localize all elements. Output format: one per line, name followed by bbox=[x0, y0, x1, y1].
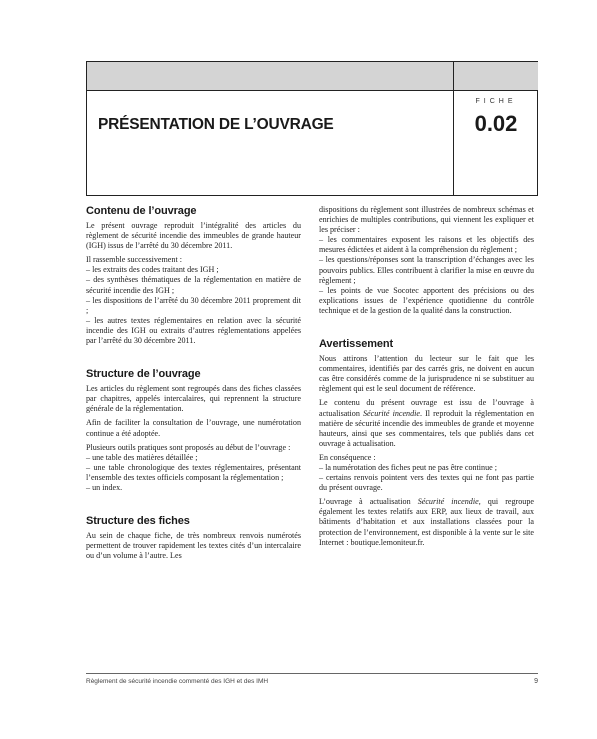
list-item: – les extraits des codes traitant des IGH ; bbox=[86, 265, 219, 275]
section-heading-avertissement: Avertissement bbox=[319, 338, 394, 351]
structure-fiches-continued bbox=[319, 205, 534, 316]
header-band-right bbox=[453, 62, 538, 91]
avertissement-p1: Nous attirons l’attention du lecteur sur le fait que les commentaires, identifiés par des carrés gris, ne doivent en aucun cas être considérés comme de la jurisprudence ni se substituer au règlement qui est le seul document de référence. bbox=[319, 354, 534, 394]
section-heading-structure-ouvrage: Structure de l’ouvrage bbox=[86, 368, 201, 381]
avertissement-list bbox=[319, 453, 534, 493]
structure-fiches-p1: Au sein de chaque fiche, de très nombreux renvois numérotés permettent de trouver rapidement les textes cités d’un intercalaire ou d’un volume à l’autre. Les bbox=[86, 531, 301, 561]
contenu-intro: Le présent ouvrage reproduit l’intégralité des articles du règlement de sécurité incendie des immeubles de grande hauteur (IGH) issus de l’arrêté du 30 décembre 2011. bbox=[86, 221, 301, 251]
footer-text: Règlement de sécurité incendie commenté des IGH et des IMH bbox=[86, 678, 269, 685]
list-item: – une table des matières détaillée ; bbox=[86, 452, 198, 462]
list-item: – les autres textes réglementaires en relation avec la sécurité incendie des IGH ou extraits d’autres réglementations appelées par l’arrêté du 30 décembre 2011. bbox=[86, 315, 301, 346]
list-item: – les dispositions de l’arrêté du 30 décembre 2011 proprement dit ; bbox=[86, 295, 301, 315]
page-title: PRÉSENTATION DE L’OUVRAGE bbox=[98, 116, 334, 133]
avertissement-p2: Le contenu du présent ouvrage est issu de l’ouvrage à actualisation Sécurité incendie. Il reproduit la réglementation en matière de sécurité incendie des immeubles de grande et moyenne hauteurs, ainsi que ses commentaires, tels que publiés dans cet ouvrage à actualisation. bbox=[319, 398, 534, 448]
fiche-number: 0.02 bbox=[474, 111, 518, 136]
section-heading-structure-fiches: Structure des fiches bbox=[86, 515, 190, 528]
header-band-left bbox=[87, 62, 454, 91]
list-item: – une table chronologique des textes réglementaires, présentant l’ensemble des textes officiels composant la réglementation ; bbox=[86, 462, 301, 482]
structure-ouvrage-p1: Les articles du règlement sont regroupés dans des fiches classées par chapitres, appelés intercalaires, qui reprennent la structure générale de la réglementation. bbox=[86, 384, 301, 414]
right-column bbox=[319, 205, 534, 552]
structure-fiches-p1-cont: dispositions du règlement sont illustrées de nombreux schémas et enrichies de multiples contributions, qui viennent les expliquer et les préciser : bbox=[319, 205, 534, 235]
structure-ouvrage-p2: Afin de faciliter la consultation de l’ouvrage, une numérotation continue a été adoptée. bbox=[86, 418, 301, 438]
list-item: – un index. bbox=[86, 482, 123, 492]
list-item: – la numérotation des fiches peut ne pas être continue ; bbox=[319, 462, 498, 472]
header-frame bbox=[86, 61, 538, 196]
structure-ouvrage-p3: Plusieurs outils pratiques sont proposés au début de l’ouvrage : bbox=[86, 442, 291, 452]
list-item: – des synthèses thématiques de la réglementation en matière de sécurité incendie des IGH ; bbox=[86, 275, 301, 295]
avertissement-p4: L’ouvrage à actualisation Sécurité incendie, qui regroupe également les textes relatifs aux ERP, aux lieux de travail, aux bâtiments d’habitation et aux installations classées pour la protection de l’environnement, est disponible à la vente sur le site Internet : boutique.lemoniteur.fr. bbox=[319, 497, 534, 547]
section-heading-contenu: Contenu de l’ouvrage bbox=[86, 205, 197, 217]
left-column bbox=[86, 205, 301, 565]
contenu-lead: Il rassemble successivement : bbox=[86, 255, 182, 265]
fiche-label: FICHE bbox=[475, 98, 517, 105]
list-item: – les questions/réponses sont la transcription d’échanges avec les pouvoirs publics. Elles contribuent à clarifier la mise en œuvre du règlement ; bbox=[319, 255, 534, 285]
page-number: 9 bbox=[534, 678, 538, 685]
list-item: – les commentaires exposent les raisons et les objectifs des mesures édictées et aident à la compréhension du règlement ; bbox=[319, 235, 534, 255]
structure-ouvrage-list bbox=[86, 443, 301, 493]
footer-rule bbox=[86, 673, 538, 674]
avertissement-p3: En conséquence : bbox=[319, 452, 376, 462]
contenu-list bbox=[86, 255, 301, 346]
list-item: – les points de vue Socotec apportent des précisions ou des explications issues de l’expérience quotidienne du contrôle technique et de la gestion de la qualité dans la construction. bbox=[319, 285, 534, 315]
list-item: – certains renvois pointent vers des textes qui ne font pas partie du présent ouvrage. bbox=[319, 473, 534, 493]
